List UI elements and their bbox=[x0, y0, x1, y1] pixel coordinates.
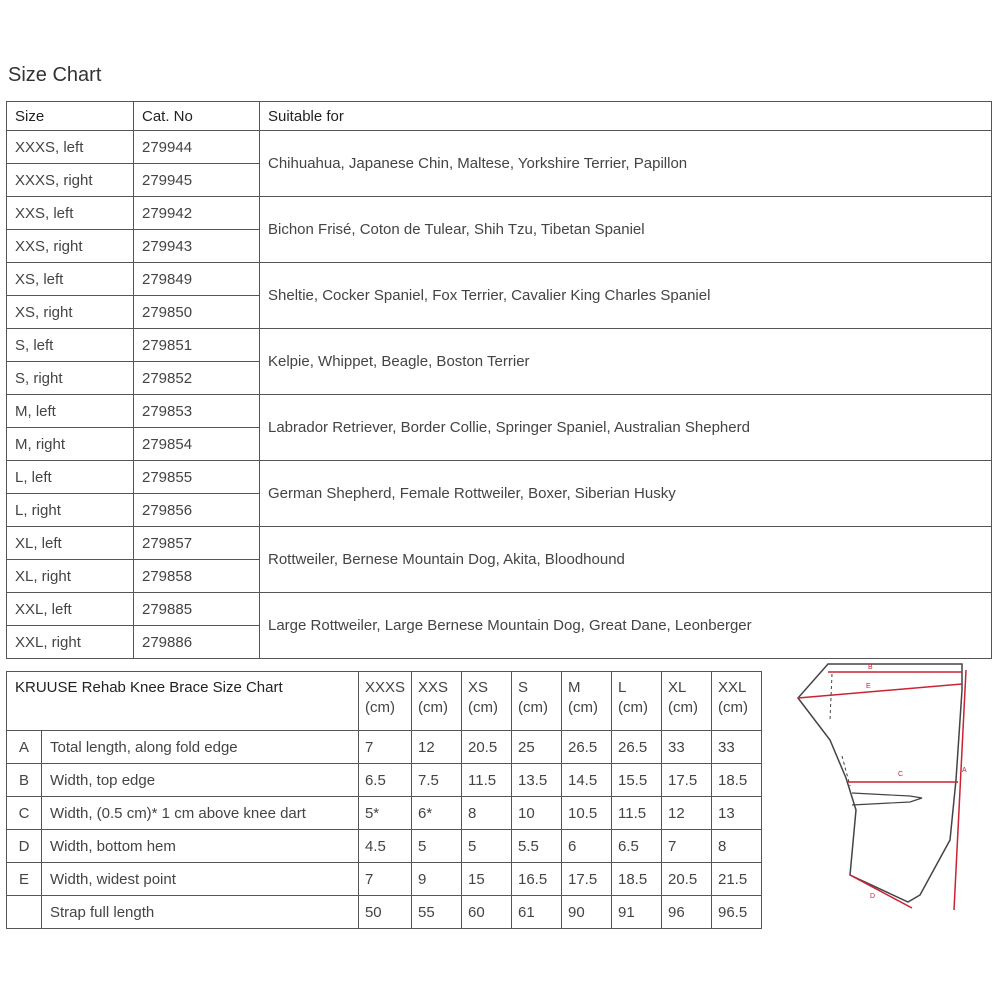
size-cell: M, right bbox=[7, 428, 134, 461]
measure-a-line bbox=[954, 670, 966, 910]
size-cell: M, left bbox=[7, 395, 134, 428]
size-cell: S, left bbox=[7, 329, 134, 362]
measure-value-cell: 33 bbox=[712, 731, 762, 764]
knee-brace-size-table bbox=[6, 671, 762, 929]
measure-value-cell: 26.5 bbox=[612, 731, 662, 764]
measure-value-cell: 7.5 bbox=[412, 764, 462, 797]
measure-value-cell: 7 bbox=[662, 830, 712, 863]
size-cell: XXL, right bbox=[7, 626, 134, 659]
size-name: XXXS bbox=[364, 679, 405, 696]
measure-label-cell: Width, bottom hem bbox=[42, 830, 359, 863]
size-column-header bbox=[662, 672, 712, 731]
size-unit: (cm) bbox=[618, 699, 648, 716]
table-row bbox=[7, 527, 992, 560]
size-name: XXS bbox=[418, 679, 449, 696]
measure-code-cell: B bbox=[7, 764, 42, 797]
cat-no-cell: 279854 bbox=[134, 428, 260, 461]
size-unit: (cm) bbox=[718, 699, 748, 716]
cat-no-cell: 279857 bbox=[134, 527, 260, 560]
measure-value-cell: 5 bbox=[412, 830, 462, 863]
table-row bbox=[7, 797, 762, 830]
measure-code-cell: A bbox=[7, 731, 42, 764]
measure-d-line bbox=[850, 875, 912, 908]
measure-label-cell: Width, (0.5 cm)* 1 cm above knee dart bbox=[42, 797, 359, 830]
column-header: Suitable for bbox=[260, 102, 992, 131]
size-column-header bbox=[412, 672, 462, 731]
cat-no-cell: 279852 bbox=[134, 362, 260, 395]
measure-label-cell: Width, widest point bbox=[42, 863, 359, 896]
measure-value-cell: 10.5 bbox=[562, 797, 612, 830]
size-name: M bbox=[568, 679, 581, 696]
measure-header-row bbox=[7, 672, 762, 731]
table-row bbox=[7, 764, 762, 797]
measure-value-cell: 15 bbox=[462, 863, 512, 896]
label-a: A bbox=[962, 767, 967, 774]
table-row bbox=[7, 263, 992, 296]
cat-no-cell: 279945 bbox=[134, 164, 260, 197]
measure-code-cell: E bbox=[7, 863, 42, 896]
measure-label-cell: Strap full length bbox=[42, 896, 359, 929]
measure-value-cell: 13 bbox=[712, 797, 762, 830]
size-unit: (cm) bbox=[468, 699, 498, 716]
measure-value-cell: 12 bbox=[412, 731, 462, 764]
size-name: XL bbox=[668, 679, 687, 696]
size-name: L bbox=[618, 679, 627, 696]
table-row bbox=[7, 329, 992, 362]
measure-value-cell: 61 bbox=[512, 896, 562, 929]
page-title: Size Chart bbox=[8, 64, 102, 86]
measure-value-cell: 6.5 bbox=[358, 764, 411, 797]
measure-value-cell: 16.5 bbox=[512, 863, 562, 896]
suitable-for-cell: Chihuahua, Japanese Chin, Maltese, Yorkshire Terrier, Papillon bbox=[260, 131, 992, 197]
measure-value-cell: 5.5 bbox=[512, 830, 562, 863]
size-cell: L, right bbox=[7, 494, 134, 527]
size-unit: (cm) bbox=[668, 699, 698, 716]
measure-value-cell: 7 bbox=[358, 863, 411, 896]
cat-no-cell: 279851 bbox=[134, 329, 260, 362]
label-d: D bbox=[870, 893, 876, 900]
measure-value-cell: 25 bbox=[512, 731, 562, 764]
size-unit: (cm) bbox=[568, 699, 598, 716]
table-row bbox=[7, 197, 992, 230]
table-row bbox=[7, 830, 762, 863]
measure-value-cell: 9 bbox=[412, 863, 462, 896]
breeds-table bbox=[6, 101, 992, 659]
measure-value-cell: 10 bbox=[512, 797, 562, 830]
size-cell: XL, right bbox=[7, 560, 134, 593]
label-e: E bbox=[866, 683, 871, 690]
measure-value-cell: 11.5 bbox=[462, 764, 512, 797]
measure-code-cell: D bbox=[7, 830, 42, 863]
suitable-for-cell: Large Rottweiler, Large Bernese Mountain Dog, Great Dane, Leonberger bbox=[260, 593, 992, 659]
cat-no-cell: 279858 bbox=[134, 560, 260, 593]
table-row bbox=[7, 593, 992, 626]
measure-value-cell: 91 bbox=[612, 896, 662, 929]
size-cell: XXXS, left bbox=[7, 131, 134, 164]
table-row bbox=[7, 731, 762, 764]
measure-value-cell: 8 bbox=[462, 797, 512, 830]
column-header: Cat. No bbox=[134, 102, 260, 131]
size-name: XXL bbox=[718, 679, 747, 696]
label-b: B bbox=[868, 664, 873, 671]
label-c: C bbox=[898, 771, 904, 778]
measure-value-cell: 33 bbox=[662, 731, 712, 764]
measure-value-cell: 13.5 bbox=[512, 764, 562, 797]
cat-no-cell: 279853 bbox=[134, 395, 260, 428]
suitable-for-cell: Labrador Retriever, Border Collie, Springer Spaniel, Australian Shepherd bbox=[260, 395, 992, 461]
cat-no-cell: 279943 bbox=[134, 230, 260, 263]
size-unit: (cm) bbox=[518, 699, 548, 716]
cat-no-cell: 279856 bbox=[134, 494, 260, 527]
measure-label-cell: Total length, along fold edge bbox=[42, 731, 359, 764]
measure-value-cell: 6.5 bbox=[612, 830, 662, 863]
measure-value-cell: 15.5 bbox=[612, 764, 662, 797]
cat-no-cell: 279944 bbox=[134, 131, 260, 164]
measure-code-cell bbox=[7, 896, 42, 929]
cat-no-cell: 279942 bbox=[134, 197, 260, 230]
measure-value-cell: 18.5 bbox=[712, 764, 762, 797]
size-unit: (cm) bbox=[364, 699, 395, 716]
size-cell: XS, right bbox=[7, 296, 134, 329]
measure-value-cell: 21.5 bbox=[712, 863, 762, 896]
measure-value-cell: 7 bbox=[358, 731, 411, 764]
size-cell: XS, left bbox=[7, 263, 134, 296]
measure-value-cell: 6* bbox=[412, 797, 462, 830]
size-column-header bbox=[712, 672, 762, 731]
measure-e-line bbox=[798, 684, 962, 698]
suitable-for-cell: German Shepherd, Female Rottweiler, Boxer, Siberian Husky bbox=[260, 461, 992, 527]
measure-value-cell: 12 bbox=[662, 797, 712, 830]
knee-brace-diagram bbox=[790, 660, 970, 920]
measure-value-cell: 5* bbox=[358, 797, 411, 830]
measure-value-cell: 96.5 bbox=[712, 896, 762, 929]
measure-value-cell: 50 bbox=[358, 896, 411, 929]
size-cell: XXS, right bbox=[7, 230, 134, 263]
measure-value-cell: 20.5 bbox=[662, 863, 712, 896]
table-row bbox=[7, 896, 762, 929]
measure-value-cell: 8 bbox=[712, 830, 762, 863]
measure-value-cell: 26.5 bbox=[562, 731, 612, 764]
column-header: Size bbox=[7, 102, 134, 131]
table-row bbox=[7, 395, 992, 428]
size-unit: (cm) bbox=[418, 699, 448, 716]
cat-no-cell: 279849 bbox=[134, 263, 260, 296]
size-cell: XXS, left bbox=[7, 197, 134, 230]
brace-outline bbox=[798, 664, 962, 902]
size-name: XS bbox=[468, 679, 489, 696]
table-row bbox=[7, 461, 992, 494]
size-name: S bbox=[518, 679, 529, 696]
size-cell: XXL, left bbox=[7, 593, 134, 626]
suitable-for-cell: Rottweiler, Bernese Mountain Dog, Akita, Bloodhound bbox=[260, 527, 992, 593]
measure-value-cell: 90 bbox=[562, 896, 612, 929]
cat-no-cell: 279886 bbox=[134, 626, 260, 659]
measure-value-cell: 5 bbox=[462, 830, 512, 863]
measure-value-cell: 20.5 bbox=[462, 731, 512, 764]
size-column-header bbox=[512, 672, 562, 731]
cat-no-cell: 279850 bbox=[134, 296, 260, 329]
measure-table-title: KRUUSE Rehab Knee Brace Size Chart bbox=[7, 672, 359, 731]
size-column-header bbox=[562, 672, 612, 731]
size-cell: XL, left bbox=[7, 527, 134, 560]
measure-value-cell: 14.5 bbox=[562, 764, 612, 797]
measure-value-cell: 17.5 bbox=[662, 764, 712, 797]
suitable-for-cell: Bichon Frisé, Coton de Tulear, Shih Tzu, Tibetan Spaniel bbox=[260, 197, 992, 263]
size-cell: XXXS, right bbox=[7, 164, 134, 197]
cat-no-cell: 279885 bbox=[134, 593, 260, 626]
size-column-header bbox=[612, 672, 662, 731]
knee-dart bbox=[852, 793, 922, 805]
measure-value-cell: 6 bbox=[562, 830, 612, 863]
suitable-for-cell: Kelpie, Whippet, Beagle, Boston Terrier bbox=[260, 329, 992, 395]
cat-no-cell: 279855 bbox=[134, 461, 260, 494]
measure-value-cell: 60 bbox=[462, 896, 512, 929]
measure-value-cell: 4.5 bbox=[358, 830, 411, 863]
table-row bbox=[7, 131, 992, 164]
measure-value-cell: 55 bbox=[412, 896, 462, 929]
breeds-header-row bbox=[7, 102, 992, 131]
measure-value-cell: 96 bbox=[662, 896, 712, 929]
size-column-header bbox=[358, 672, 411, 731]
brace-inner-dashed bbox=[830, 674, 850, 786]
measure-value-cell: 17.5 bbox=[562, 863, 612, 896]
size-column-header bbox=[462, 672, 512, 731]
suitable-for-cell: Sheltie, Cocker Spaniel, Fox Terrier, Cavalier King Charles Spaniel bbox=[260, 263, 992, 329]
measure-code-cell: C bbox=[7, 797, 42, 830]
size-cell: S, right bbox=[7, 362, 134, 395]
size-cell: L, left bbox=[7, 461, 134, 494]
measure-label-cell: Width, top edge bbox=[42, 764, 359, 797]
measure-value-cell: 11.5 bbox=[612, 797, 662, 830]
table-row bbox=[7, 863, 762, 896]
measure-value-cell: 18.5 bbox=[612, 863, 662, 896]
